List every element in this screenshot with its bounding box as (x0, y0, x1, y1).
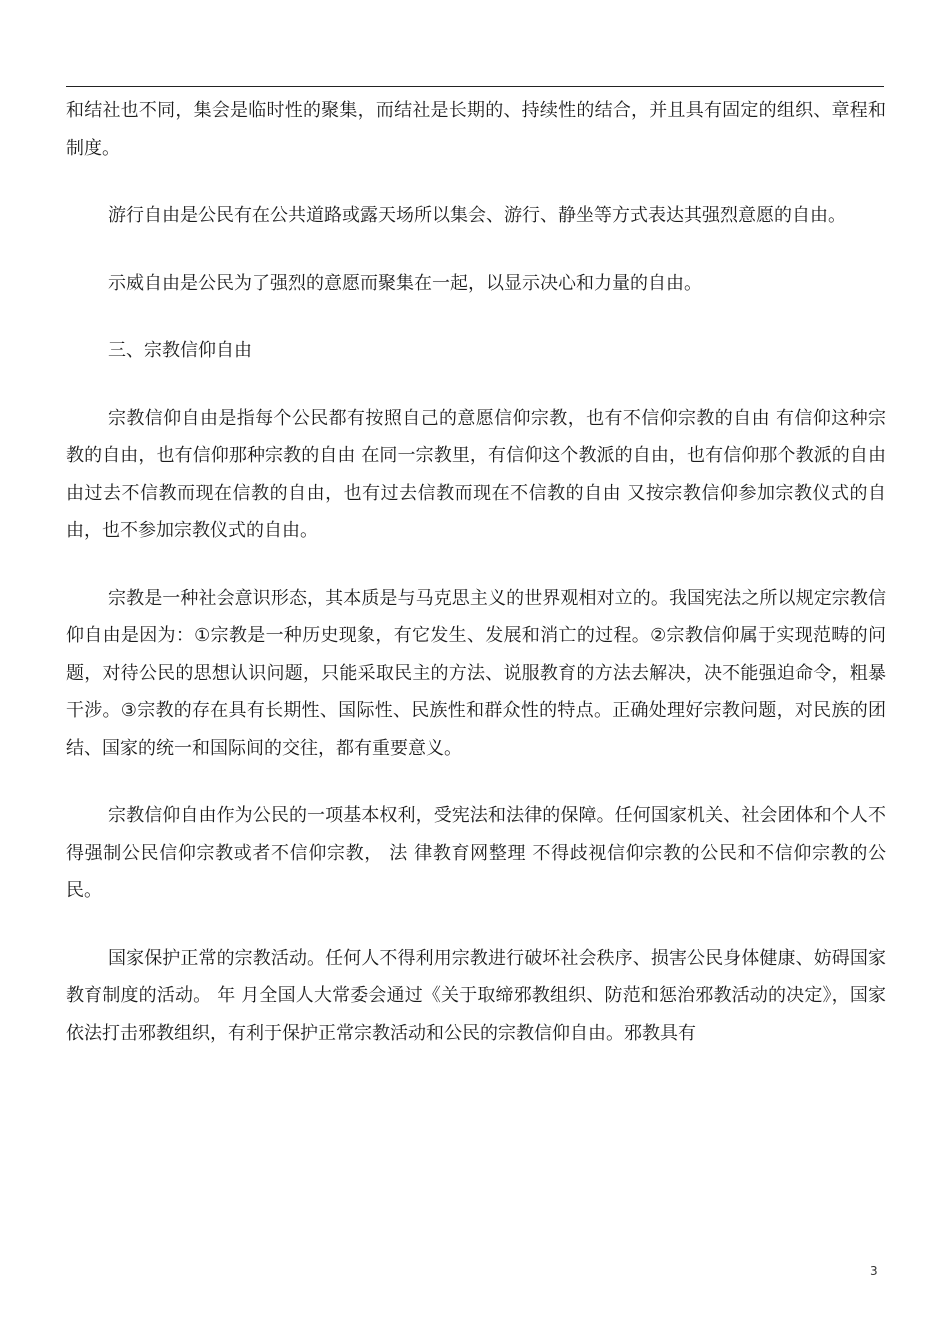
paragraph-1: 和结社也不同，集会是临时性的聚集，而结社是长期的、持续性的结合，并且具有固定的组织、章程和制度。 (66, 100, 886, 159)
header-rule (66, 86, 884, 87)
paragraph-7: 宗教信仰自由作为公民的一项基本权利，受宪法和法律的保障。任何国家机关、社会团体和个人不得强制公民信仰宗教或者不信仰宗教， 法 律教育网整理 不得歧视信仰宗教的公民和不信仰宗教的公民。 (66, 805, 886, 901)
paragraph-5: 宗教信仰自由是指每个公民都有按照自己的意愿信仰宗教，也有不信仰宗教的自由 有信仰这种宗教的自由，也有信仰那种宗教的自由 在同一宗教里，有信仰这个教派的自由，也有信仰那个教派的自由 由过去不信教而现在信教的自由，也有过去信教而现在不信教的自由 又按宗教信仰参加宗教仪式的自由，也不参加宗教仪式的自由。 (66, 407, 886, 541)
body-text (66, 92, 886, 1082)
section-heading: 三、宗教信仰自由 (108, 340, 252, 361)
paragraph-6: 宗教是一种社会意识形态，其本质是与马克思主义的世界观相对立的。我国宪法之所以规定宗教信仰自由是因为：①宗教是一种历史现象，有它发生、发展和消亡的过程。②宗教信仰属于实现范畴的问题，对待公民的思想认识问题，只能采取民主的方法、说服教育的方法去解决，决不能强迫命令，粗暴干涉。③宗教的存在具有长期性、国际性、民族性和群众性的特点。正确处理好宗教问题，对民族的团结、国家的统一和国际间的交往，都有重要意义。 (66, 587, 886, 759)
paragraph-2: 游行自由是公民有在公共道路或露天场所以集会、游行、静坐等方式表达其强烈意愿的自由。 (108, 205, 846, 226)
paragraph-8: 国家保护正常的宗教活动。任何人不得利用宗教进行破坏社会秩序、损害公民身体健康、妨碍国家教育制度的活动。 年 月全国人大常委会通过《关于取缔邪教组织、防范和惩治邪教活动的决定》，国家依法打击邪教组织，有利于保护正常宗教活动和公民的宗教信仰自由。邪教具有 (66, 947, 886, 1044)
paragraph-3: 示威自由是公民为了强烈的意愿而聚集在一起，以显示决心和力量的自由。 (108, 272, 702, 294)
page-number: 3 (870, 1264, 878, 1278)
